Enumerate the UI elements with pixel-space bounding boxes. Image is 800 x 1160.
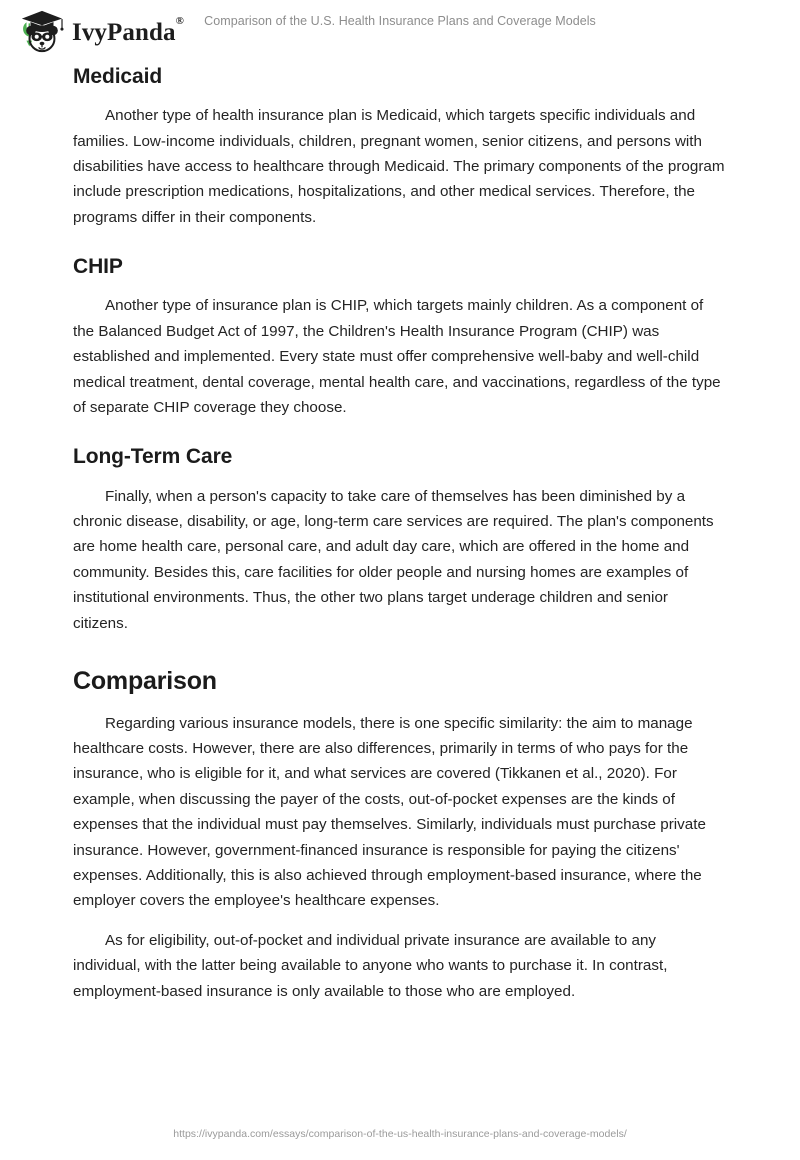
page-footer	[0, 1124, 800, 1142]
section-heading-comparison: Comparison	[73, 667, 217, 696]
paragraph: Finally, when a person's capacity to take care of themselves has been diminished by a chronic disease, disability, or age, long-term care services are required. The plan's components are home health care, personal care, and adult day care, which are offered in the home and community. Besides this, care facilities for older people and nursing homes are examples of institutional environments. Thus, the other two plans target underage children and senior citizens.	[73, 487, 714, 632]
section-heading-medicaid: Medicaid	[73, 65, 163, 88]
section-heading-long-term-care: Long-Term Care	[73, 445, 233, 469]
paragraph: Regarding various insurance models, there is one specific similarity: the aim to manage healthcare costs. However, there are also differences, primarily in terms of who pays for the insurance, who is eligible for it, and what services are covered (Tikkanen et al., 2020). For example, when discussing the payer of the costs, out-of-pocket expenses are the kinds of expenses that the individual must pay themselves. Similarly, individuals must purchase private insurance. However, government-financed insurance is responsible for paying the citizens' expenses. Additionally, this is also achieved through employment-based insurance, where the employer covers the employee's healthcare expenses.	[73, 714, 706, 910]
source-url-link[interactable]: https://ivypanda.com/essays/comparison-of-the-us-health-insurance-plans-and-coverage-models/	[173, 1128, 627, 1140]
paragraph: Another type of insurance plan is CHIP, which targets mainly children. As a component of the Balanced Budget Act of 1997, the Children's Health Insurance Program (CHIP) was established and implemented. Every state must offer comprehensive well-baby and well-child medical treatment, dental coverage, mental health care, and vaccinations, regardless of the type of separate CHIP coverage they choose.	[73, 297, 721, 417]
section-heading-chip: CHIP	[73, 255, 123, 279]
paragraph: As for eligibility, out-of-pocket and individual private insurance are available to any individual, with the latter being available to anyone who wants to purchase it. In contrast, employment-based insurance is only available to those who are employed.	[73, 931, 668, 1000]
paragraph: Another type of health insurance plan is Medicaid, which targets specific individuals and families. Low-income individuals, children, pregnant women, senior citizens, and persons with disabilities have access to healthcare through Medicaid. The primary components of the program include prescription medications, hospitalizations, and other medical services. Therefore, the programs differ in their components.	[73, 107, 725, 226]
document-title: Comparison of the U.S. Health Insurance Plans and Coverage Models	[204, 14, 596, 28]
page-header	[0, 0, 800, 62]
brand-name-text: IvyPanda	[72, 18, 176, 46]
document-content	[73, 64, 725, 1004]
registered-trademark-symbol: ®	[175, 15, 184, 28]
